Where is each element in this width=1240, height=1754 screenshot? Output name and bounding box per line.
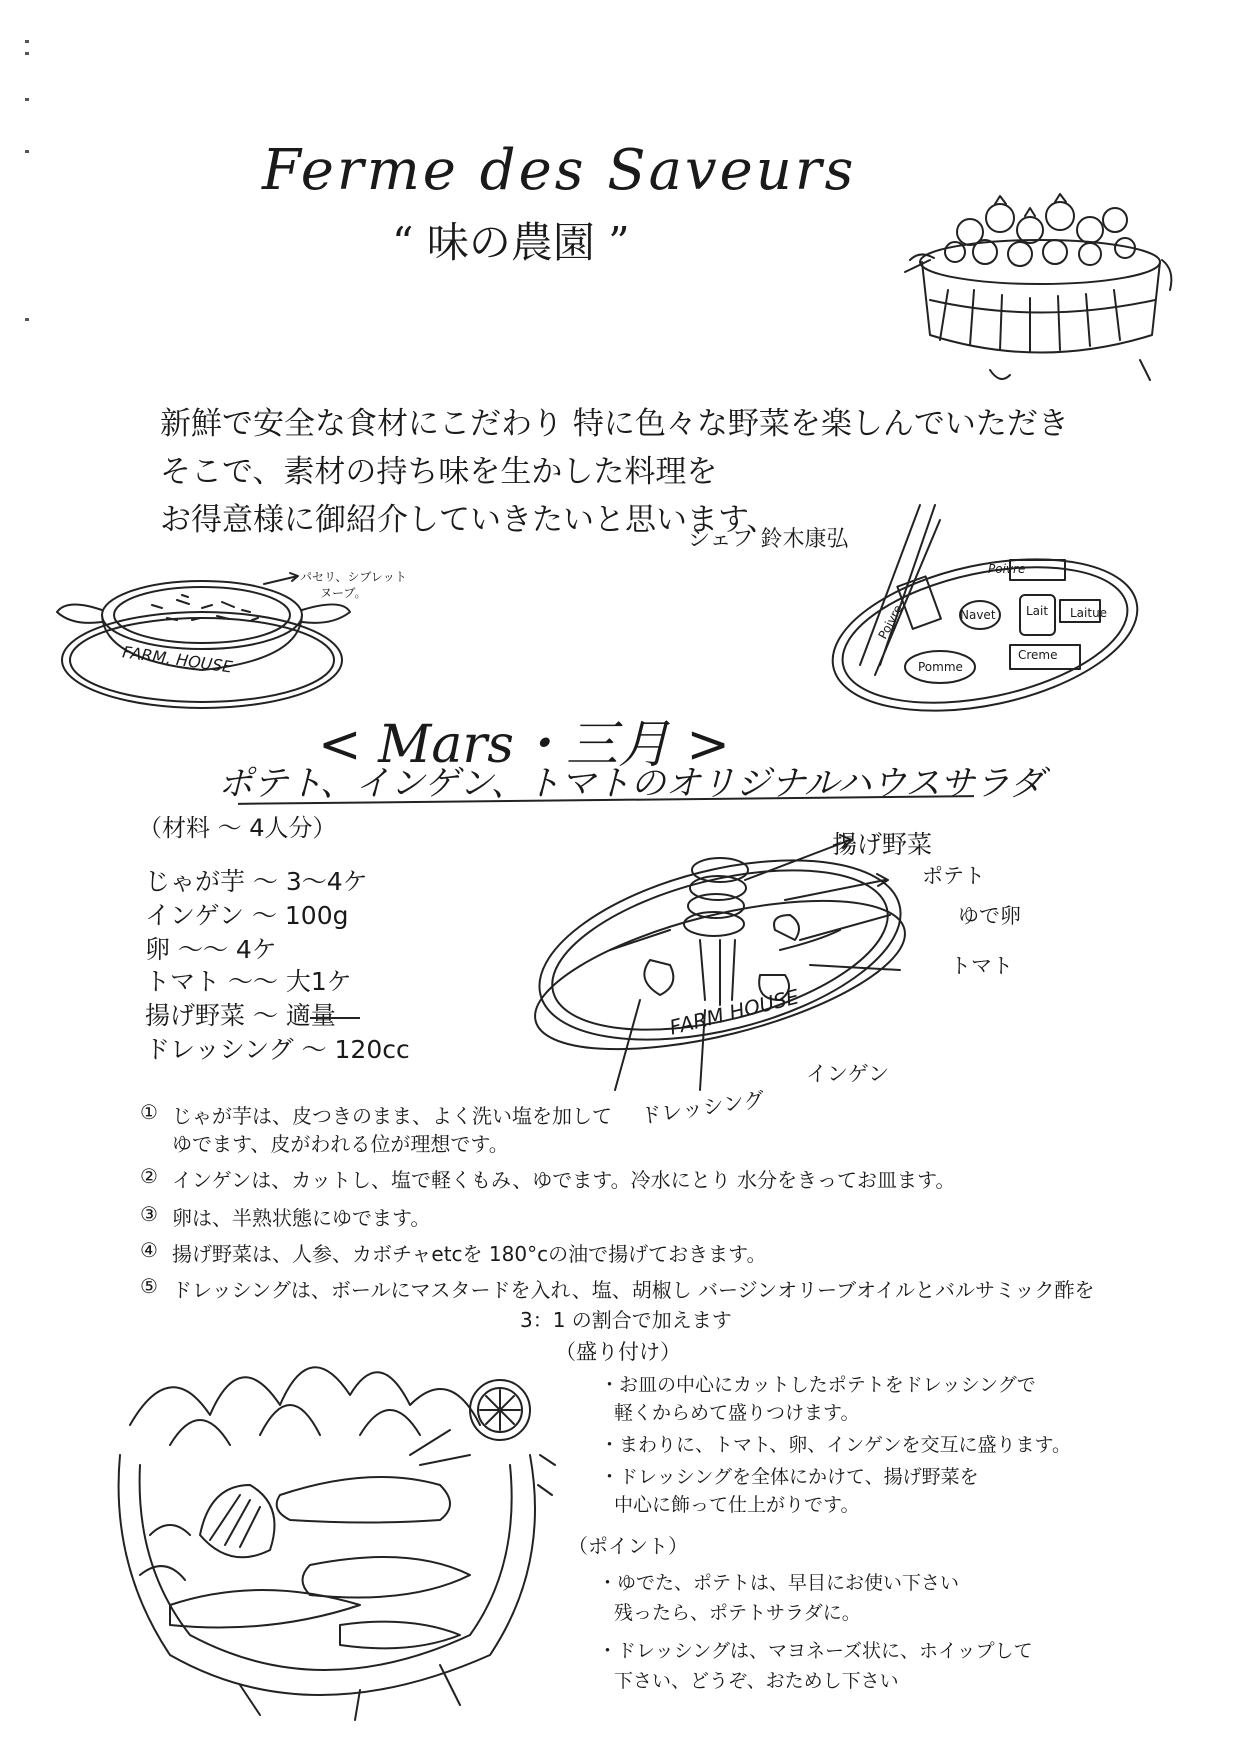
salad-plate-label: FARM HOUSE bbox=[667, 984, 802, 1040]
plating-line: ・ドレッシングを全体にかけて、揚げ野菜を bbox=[600, 1466, 979, 1488]
tray-label: Creme bbox=[1018, 648, 1058, 662]
scan-mark bbox=[25, 318, 29, 321]
soup-plate-label: FARM. HOUSE bbox=[121, 642, 234, 677]
diagram-label: ゆで卵 bbox=[958, 904, 1021, 928]
point-line: 下さい、どうぞ、おためし下さい bbox=[614, 1670, 899, 1692]
intro-line: 新鮮で安全な食材にこだわり 特に色々な野菜を楽しんでいただき bbox=[160, 406, 1069, 442]
plating-line: 中心に飾って仕上がりです。 bbox=[614, 1494, 860, 1516]
ingredient-underline bbox=[310, 1017, 360, 1019]
ingredient-item: ドレッシング 〜 120cc bbox=[145, 1035, 410, 1064]
scan-mark bbox=[25, 40, 29, 43]
ingredients-heading: （材料 〜 4人分） bbox=[138, 814, 337, 842]
plating-heading: （盛り付け） bbox=[555, 1340, 681, 1364]
points-heading: （ポイント） bbox=[568, 1534, 688, 1558]
month-heading: < Mars・三月 > bbox=[318, 715, 730, 775]
step-text: 揚げ野菜は、人参、カボチャetcを 180°cの油で揚げておきます。 bbox=[172, 1242, 767, 1266]
diagram-label: ポテト bbox=[922, 864, 985, 888]
tray-label: Navet bbox=[960, 608, 996, 622]
tray-label: Lait bbox=[1026, 604, 1049, 618]
strawberry-basket-sketch bbox=[900, 190, 1180, 400]
arrow-icon bbox=[262, 570, 302, 590]
tray-label: Poivre bbox=[988, 562, 1026, 576]
step-number: ② bbox=[140, 1164, 158, 1188]
intro-line: お得意様に御紹介していきたいと思います、 bbox=[160, 502, 778, 538]
chef-signature: シェフ 鈴木康弘 bbox=[688, 527, 849, 552]
dish-title: ポテト、インゲン、トマトのオリジナルハウスサラダ bbox=[218, 764, 1045, 804]
plating-line: ・まわりに、トマト、卵、インゲンを交互に盛ります。 bbox=[600, 1434, 1072, 1456]
step-number: ⑤ bbox=[140, 1274, 158, 1298]
ingredient-item: インゲン 〜 100g bbox=[145, 901, 349, 930]
page-subtitle: “ 味の農園 ” bbox=[392, 218, 630, 267]
step-text: 3：1 の割合で加えます bbox=[520, 1308, 732, 1332]
tray-label: Laitue bbox=[1070, 606, 1108, 620]
ingredient-item: じゃが芋 〜 3〜4ケ bbox=[145, 867, 368, 896]
diagram-label: インゲン bbox=[806, 1062, 890, 1086]
diagram-label: 揚げ野菜 bbox=[832, 830, 933, 859]
scan-mark bbox=[25, 150, 29, 153]
ingredient-item: 揚げ野菜 〜 適量 bbox=[145, 1001, 336, 1030]
ingredient-item: 卵 〜〜 4ケ bbox=[145, 935, 277, 964]
ingredient-item: トマト 〜〜 大1ケ bbox=[145, 967, 352, 996]
step-number: ① bbox=[140, 1100, 158, 1124]
page-title: Ferme des Saveurs bbox=[262, 138, 857, 203]
scan-mark bbox=[25, 52, 29, 55]
step-text: インゲンは、カットし、塩で軽くもみ、ゆでます。冷水にとり 水分をきってお皿ます。 bbox=[172, 1168, 956, 1192]
soup-note: パセリ、シブレット bbox=[300, 570, 407, 584]
soup-note: ヌーブ。 bbox=[320, 586, 367, 600]
diagram-label: ドレッシング bbox=[639, 1087, 767, 1129]
step-text: ドレッシングは、ボールにマスタードを入れ、塩、胡椒し バージンオリーブオイルとバルサミック酢を bbox=[172, 1278, 1095, 1302]
plating-line: 軽くからめて盛りつけます。 bbox=[614, 1402, 860, 1424]
step-number: ④ bbox=[140, 1238, 158, 1262]
scan-mark bbox=[25, 98, 29, 101]
tray-label: Poivre bbox=[875, 602, 906, 642]
point-line: 残ったら、ポテトサラダに。 bbox=[614, 1602, 861, 1624]
step-number: ③ bbox=[140, 1202, 158, 1226]
plating-line: ・お皿の中心にカットしたポテトをドレッシングで bbox=[600, 1374, 1036, 1396]
step-text: ゆでます、皮がわれる位が理想です。 bbox=[172, 1132, 509, 1156]
intro-line: そこで、素材の持ち味を生かした料理を bbox=[160, 454, 718, 490]
tray-label: Pomme bbox=[918, 660, 963, 674]
step-text: じゃが芋は、皮つきのまま、よく洗い塩を加して bbox=[172, 1104, 612, 1128]
point-line: ・ゆでた、ポテトは、早目にお使い下さい bbox=[598, 1572, 960, 1594]
seafood-platter-sketch bbox=[110, 1335, 560, 1725]
point-line: ・ドレッシングは、マヨネーズ状に、ホイップして bbox=[598, 1640, 1033, 1662]
diagram-label: トマト bbox=[950, 954, 1013, 978]
step-text: 卵は、半熟状態にゆでます。 bbox=[172, 1206, 431, 1230]
